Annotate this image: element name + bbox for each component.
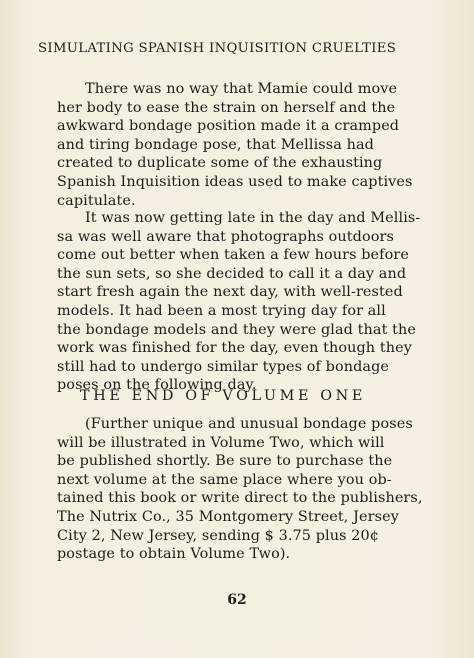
text-line: awkward bondage position made it a cramped xyxy=(57,118,400,135)
text-line: still had to undergo similar types of bondage xyxy=(57,358,389,375)
text-line: (Further unique and unusual bondage poses xyxy=(85,416,413,432)
text-line: her body to ease the strain on herself and the xyxy=(57,99,396,116)
text-line: next volume at the same place where you ob- xyxy=(57,471,392,488)
text-line: There was no way that Mamie could move xyxy=(85,81,398,97)
text-line: The Nutrix Co., 35 Montgomery Street, Jersey xyxy=(57,508,399,525)
text-line: the sun sets, so she decided to call it a day and xyxy=(57,265,407,282)
text-line: work was finished for the day, even though they xyxy=(57,340,412,357)
text-line: City 2, New Jersey, sending $ 3.75 plus 20¢ xyxy=(57,527,380,544)
paragraph-1 xyxy=(57,80,437,210)
text-line: models. It had been a most trying day for all xyxy=(57,302,386,319)
running-head: SIMULATING SPANISH INQUISITION CRUELTIES xyxy=(38,41,397,56)
text-line: created to duplicate some of the exhausting xyxy=(57,155,383,172)
text-line: Spanish Inquisition ideas used to make captives xyxy=(57,173,413,190)
text-line: sa was well aware that photographs outdoors xyxy=(57,228,394,245)
text-line: It was now getting late in the day and Mellis- xyxy=(85,210,421,226)
text-line: and tiring bondage pose, that Mellissa had xyxy=(57,136,374,153)
text-line: postage to obtain Volume Two). xyxy=(57,546,291,563)
text-line: come out better when taken a few hours before xyxy=(57,247,409,264)
text-line: tained this book or write direct to the publishers, xyxy=(57,490,423,507)
text-line: the bondage models and they were glad that the xyxy=(57,321,417,338)
text-line: will be illustrated in Volume Two, which will xyxy=(57,434,385,451)
text-line: poses on the following day. xyxy=(57,377,257,394)
end-of-volume-heading: THE END OF VOLUME ONE xyxy=(80,388,366,404)
text-line: start fresh again the next day, with well-rested xyxy=(57,284,403,301)
paragraph-3 xyxy=(57,415,437,564)
paragraph-2 xyxy=(57,209,437,395)
text-line: capitulate. xyxy=(57,192,136,209)
text-line: be published shortly. Be sure to purchase the xyxy=(57,453,393,470)
page-number: 62 xyxy=(227,592,247,608)
